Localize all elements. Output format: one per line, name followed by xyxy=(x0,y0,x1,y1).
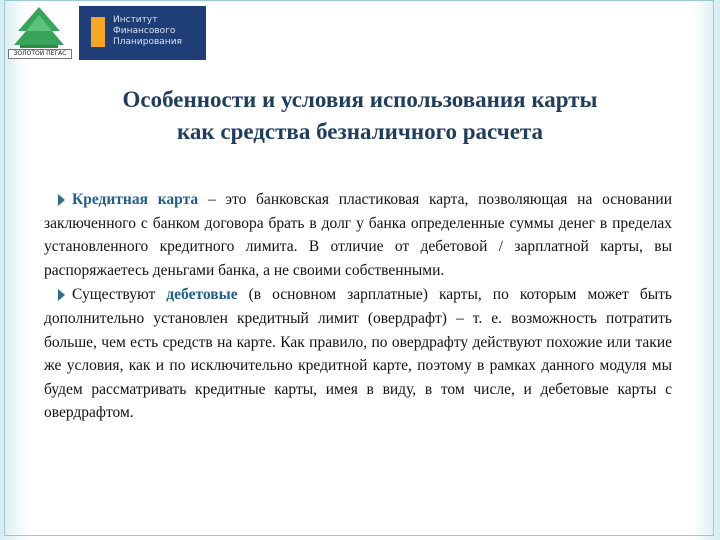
slide-title xyxy=(40,84,680,148)
institute-line: Финансового xyxy=(113,26,176,36)
title-line-1: Особенности и условия использования карты xyxy=(122,87,598,112)
term-debit: дебетовые xyxy=(166,286,238,304)
bullet-arrow-icon xyxy=(58,194,65,206)
paragraph-credit-card xyxy=(44,188,672,282)
paragraph-text: (в основном зарплатные) карты, по которым может быть дополнительно установлен кредитный лимит (овердрафт) – т. е. возможность потратить больше, чем есть средств на карте. Как правило, по овердрафту действуют похожие или такие же условия, как и по исключительно кредитной карте, поэтому в рамках данного модуля мы будем рассматривать кредитные карты, имея в виду, в том числе, и дебетовые карты с овердрафтом. xyxy=(44,286,672,422)
logo-caption: ЗОЛОТОЙ ПЕГАС xyxy=(8,49,72,59)
term-credit-card: Кредитная карта xyxy=(72,191,199,208)
institute-line: Институт xyxy=(113,15,158,25)
institute-logo xyxy=(79,6,206,60)
institute-mark-icon xyxy=(91,17,105,47)
title-line-2: как средства безналичного расчета xyxy=(176,119,544,144)
paragraph-prefix: Существуют xyxy=(72,286,167,304)
pegasus-icon xyxy=(6,5,72,55)
paragraph-debit-card xyxy=(44,283,672,425)
bullet-arrow-icon xyxy=(58,289,65,301)
institute-line: Планирования xyxy=(113,37,182,47)
slide-body xyxy=(44,188,672,426)
institute-name xyxy=(113,15,205,48)
paragraph-text: – это банковская пластиковая карта, позволяющая на основании заключенного с банком договора брать в долг у банка определенные суммы денег в пределах установленного кредитного лимита. В отличие от дебетовой / зарплатной карты, вы распоряжаетесь деньгами банка, а не своими собственными. xyxy=(44,191,673,279)
